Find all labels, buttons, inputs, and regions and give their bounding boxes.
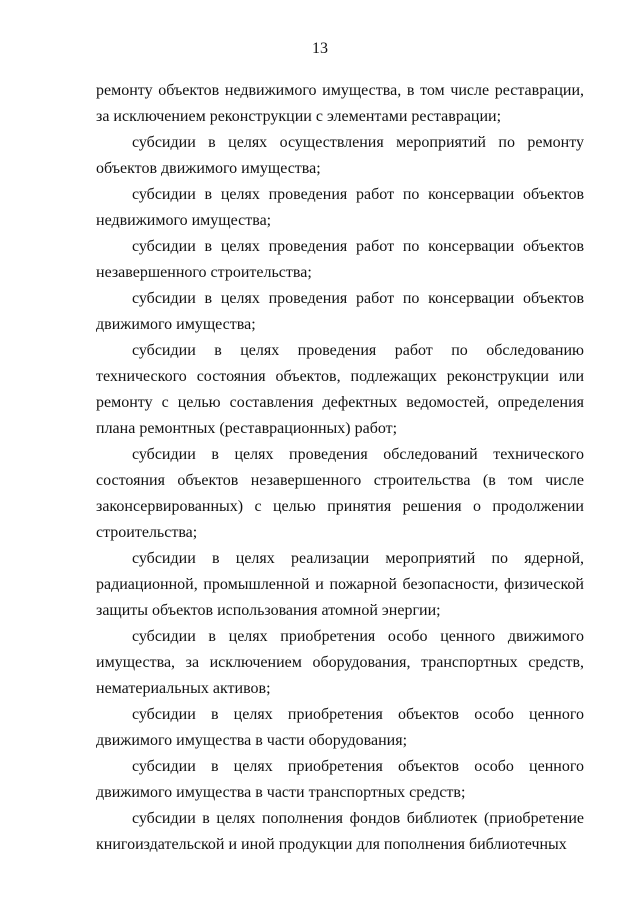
paragraph-item: субсидии в целях реализации мероприятий по ядерной, радиационной, промышленной и пожарной безопасности, физической защиты объектов использования атомной энергии; xyxy=(96,550,584,619)
paragraph-item: субсидии в целях приобретения объектов особо ценного движимого имущества в части транспортных средств; xyxy=(96,758,584,801)
paragraph-item: субсидии в целях пополнения фондов библиотек (приобретение книгоиздательской и иной продукции для пополнения библиотечных xyxy=(96,810,584,853)
paragraph-item: субсидии в целях проведения обследований технического состояния объектов незавершенного строительства (в том числе законсервированных) с целью принятия решения о продолжении строительства; xyxy=(96,446,584,541)
paragraph-item: субсидии в целях проведения работ по обследованию технического состояния объектов, подлежащих реконструкции или ремонту с целью составления дефектных ведомостей, определения плана ремонтных (реставрационных) работ; xyxy=(96,342,584,437)
paragraph-item: субсидии в целях приобретения объектов особо ценного движимого имущества в части оборудования; xyxy=(96,706,584,749)
paragraph-continuation: ремонту объектов недвижимого имущества, в том числе реставрации, за исключением реконструкции с элементами реставрации; xyxy=(96,82,584,125)
paragraph-item: субсидии в целях проведения работ по консервации объектов движимого имущества; xyxy=(96,290,584,333)
paragraph-item: субсидии в целях приобретения особо ценного движимого имущества, за исключением оборудования, транспортных средств, нематериальных активов; xyxy=(96,628,584,697)
page-number: 13 xyxy=(312,40,328,57)
paragraph-item: субсидии в целях проведения работ по консервации объектов недвижимого имущества; xyxy=(96,186,584,229)
paragraph-item: субсидии в целях проведения работ по консервации объектов незавершенного строительства; xyxy=(96,238,584,281)
paragraph-item: субсидии в целях осуществления мероприятий по ремонту объектов движимого имущества; xyxy=(96,134,584,177)
document-body xyxy=(96,78,584,858)
